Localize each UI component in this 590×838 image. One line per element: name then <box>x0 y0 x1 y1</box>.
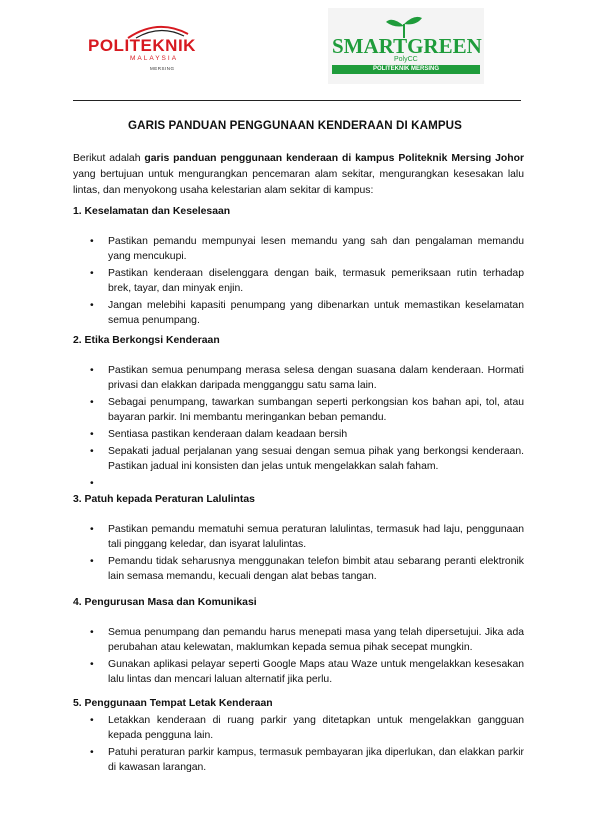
logo-left-sub: MALAYSIA <box>130 55 179 62</box>
list-item: • Gunakan aplikasi pelayar seperti Google Maps atau Waze untuk mengelakkan kesesakan lalu lintas dan mencari laluan alternatif jika perlu. <box>90 659 524 685</box>
intro-paragraph <box>73 151 524 199</box>
logo-left-sub2: MERSING <box>150 66 175 71</box>
intro-text-2: yang bertujuan untuk mengurangkan pencemaran alam sekitar, mengurangkan kesesakan lalu lintas, dan menyokong usaha kelestarian alam sekitar di kampus: <box>73 169 524 196</box>
list-item: • Sepakati jadual perjalanan yang sesuai dengan semua pihak yang berkongsi kenderaan. Pastikan jadual ini konsisten dan jelas untuk mengelakkan salah faham. <box>90 446 524 472</box>
logo-left-name: POLITEKNIK <box>88 36 196 55</box>
list-item: • Sebagai penumpang, tawarkan sumbangan seperti perkongsian kos bahan api, tol, atau bayaran parkir. Ini membantu meringankan beban pemandu. <box>90 397 524 423</box>
section-2-heading: 2. Etika Berkongsi Kenderaan <box>73 335 220 346</box>
section-3-list <box>90 522 524 586</box>
list-item: • Jangan melebihi kapasiti penumpang yang dibenarkan untuk memastikan keselamatan semua penumpang. <box>90 300 524 326</box>
list-item-empty: • <box>90 478 94 489</box>
list-item: • Patuhi peraturan parkir kampus, termasuk pembayaran jika diperlukan, dan elakkan parkir di kawasan larangan. <box>90 747 524 773</box>
page-title: GARIS PANDUAN PENGGUNAAN KENDERAAN DI KAMPUS <box>128 119 462 132</box>
list-item: • Pastikan kenderaan diselenggara dengan baik, termasuk pemeriksaan rutin terhadap brek, tayar, dan minyak enjin. <box>90 268 524 294</box>
politeknik-malaysia-logo <box>88 20 224 76</box>
logo-right-name: SMARTGREEN <box>332 34 482 58</box>
section-5-heading: 5. Penggunaan Tempat Letak Kenderaan <box>73 698 273 709</box>
intro-text-1: Berikut adalah <box>73 153 145 164</box>
section-5-list <box>90 713 524 777</box>
logo-right-bar-text: POLITEKNIK MERSING <box>372 66 439 72</box>
logo-right-sub: PolyCC <box>394 56 418 63</box>
list-item: • Pemandu tidak seharusnya menggunakan telefon bimbit atau sebarang peranti elektronik lain semasa memandu, kecuali dengan alat bebas tangan. <box>90 556 524 582</box>
intro-bold: garis panduan penggunaan kenderaan di kampus Politeknik Mersing Johor <box>144 153 524 164</box>
section-2-list <box>90 363 524 493</box>
list-item: • Pastikan pemandu mempunyai lesen memandu yang sah dan pengalaman memandu yang mencukupi. <box>90 236 524 262</box>
section-1-heading: 1. Keselamatan dan Keselesaan <box>73 206 231 217</box>
header-divider <box>73 100 521 101</box>
list-item: • Pastikan pemandu mematuhi semua peraturan lalulintas, termasuk had laju, penggunaan tali pinggang keledar, dan isyarat lalulintas. <box>90 524 524 550</box>
logo-right-bar <box>332 65 480 74</box>
section-3-heading: 3. Patuh kepada Peraturan Lalulintas <box>73 494 255 505</box>
smartgreen-polycc-logo <box>328 8 484 84</box>
section-4-heading: 4. Pengurusan Masa dan Komunikasi <box>73 597 257 608</box>
list-item: • Sentiasa pastikan kenderaan dalam keadaan bersih <box>90 429 348 440</box>
section-4-list <box>90 625 524 689</box>
list-item: • Semua penumpang dan pemandu harus menepati masa yang telah dipersetujui. Jika ada perubahan atau kelewatan, maklumkan kepada semua pihak secepat mungkin. <box>90 627 524 653</box>
list-item: • Letakkan kenderaan di ruang parkir yang ditetapkan untuk mengelakkan gangguan kepada pengguna lain. <box>90 715 524 741</box>
section-1-list <box>90 234 524 330</box>
list-item: • Pastikan semua penumpang merasa selesa dengan suasana dalam kenderaan. Hormati privasi dan elakkan daripada mengganggu satu sama lain. <box>90 365 524 391</box>
